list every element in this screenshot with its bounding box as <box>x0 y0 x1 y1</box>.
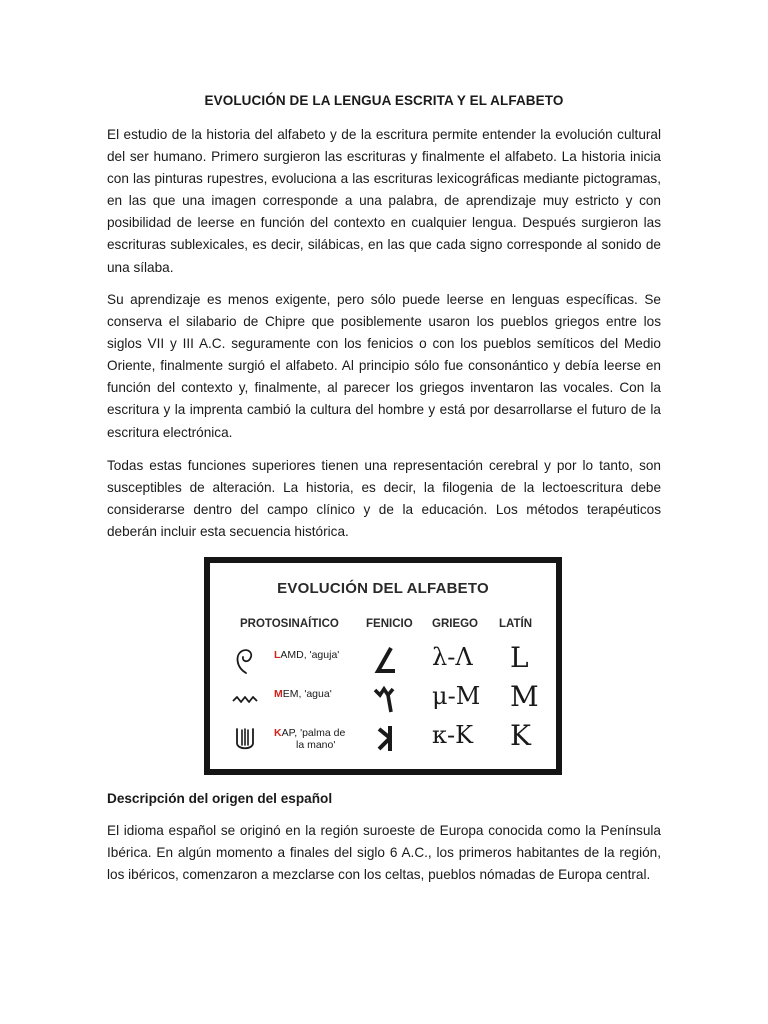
mem-glyph-icon <box>371 684 399 716</box>
figure-title: EVOLUCIÓN DEL ALFABETO <box>277 580 489 597</box>
lamed-glyph-icon <box>371 645 399 677</box>
column-header-fenicio: FENICIO <box>366 618 413 630</box>
latin-letter: L <box>510 641 529 674</box>
alphabet-row-l <box>210 641 556 687</box>
alphabet-row-k <box>210 719 556 765</box>
figure-panel <box>208 561 558 771</box>
column-header-latin: LATÍN <box>499 618 533 630</box>
paragraph-3: Todas estas funciones superiores tienen una representación cerebral y por lo tanto, son susceptibles de alteración. La historia, es decir, la filogenia de la lectoescritura debe considerarse dentro del campo clínico y de la educación. Los métodos terapéuticos deberán incluir esta secuencia histórica. <box>107 458 661 540</box>
water-wave-glyph-icon <box>232 686 258 714</box>
paragraph-4: El idioma español se originó en la región suroeste de Europa conocida como la Península Ibérica. En algún momento a finales del siglo 6 A.C., los primeros habitantes de la región, los ibéricos, comenzaron a mezclarse con los celtas, pueblos nómadas de Europa central. <box>107 823 661 883</box>
proto-name-continued: la mano' <box>296 739 336 751</box>
proto-initial: K <box>274 727 282 739</box>
latin-letter: K <box>510 719 531 752</box>
proto-initial: L <box>274 649 281 661</box>
paragraph-2: Su aprendizaje es menos exigente, pero sólo puede leerse en lenguas específicas. Se conserva el silabario de Chipre que posiblemente usaron los pueblos griegos entre los siglos VII y III A.C. seguramente con los fenicios o con los pueblos semíticos del Medio Oriente, finalmente surgió el alfabeto. Al principio sólo fue consonántico y debía leerse en función del contexto y, finalmente, al parecer los griegos inventaron las vocales. Con la escritura y la imprenta cambió la cultura del hombre y está por desarrollarse el futuro de la escritura electrónica. <box>107 292 661 440</box>
greek-letter: μ-M <box>432 682 481 710</box>
column-header-griego: GRIEGO <box>432 618 479 630</box>
proto-label-mem <box>274 688 332 700</box>
latin-letter: M <box>510 680 539 713</box>
paragraph-1: El estudio de la historia del alfabeto y de la escritura permite entender la evolución cultural del ser humano. Primero surgieron las escrituras y finalmente el alfabeto. La historia inicia con las pinturas rupestres, evoluciona a las escrituras lexicográficas mediante pictogramas, en las que una imagen corresponde a una palabra, de aprendizaje muy estricto y con posibilidad de leerse en función del contexto en cualquier lengua. Después surgieron las escrituras sublexicales, es decir, silábicas, en las que cada signo corresponde al sonido de una sílaba. <box>107 127 661 275</box>
section-heading: Descripción del origen del español <box>107 791 333 806</box>
hook-glyph-icon <box>232 647 258 675</box>
proto-initial: M <box>274 688 283 700</box>
proto-name: EM, 'agua' <box>282 688 332 700</box>
alphabet-evolution-figure <box>204 557 562 775</box>
greek-letter: λ-Λ <box>432 643 473 671</box>
proto-label-kap <box>274 727 345 751</box>
proto-name: AMD, 'aguja' <box>280 649 340 661</box>
kaph-glyph-icon <box>371 723 399 755</box>
page-title: EVOLUCIÓN DE LA LENGUA ESCRITA Y EL ALFABETO <box>204 93 564 108</box>
palm-glyph-icon <box>232 725 258 753</box>
proto-label-lamd <box>274 649 339 661</box>
greek-letter: κ-K <box>432 721 474 749</box>
proto-name: AP, 'palma de <box>281 727 346 739</box>
alphabet-row-m <box>210 680 556 726</box>
column-header-protosinaitico: PROTOSINAÍTICO <box>240 618 339 630</box>
